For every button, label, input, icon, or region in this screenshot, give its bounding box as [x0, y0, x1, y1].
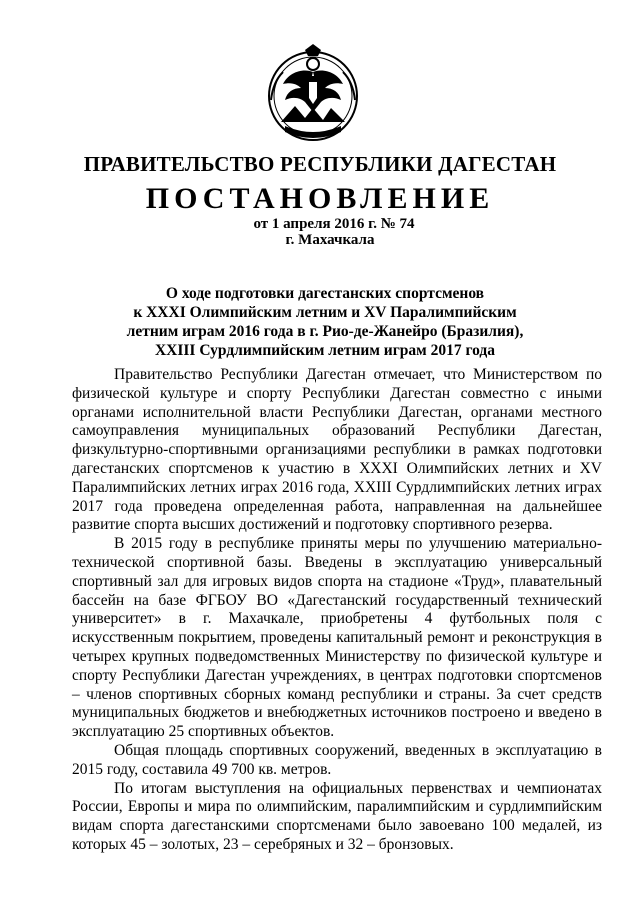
- document-type: ПОСТАНОВЛЕНИЕ: [145, 182, 495, 215]
- body-paragraph: Правительство Республики Дагестан отмечает, что Министерством по физической культуре и спорту Республики Дагестан совместно с иными органами исполнительной власти Республики Дагестан, органами местного самоуправления муниципальных образований Республики Дагестан, физкультурно-спортивными организациями республики в рамках подготовки дагестанских спортсменов к участию в XXXI Олимпийских летних и XV Паралимпийских летних играх 2016 года, XXIII Сурдлимпийских летних играх 2017 года проведена определенная работа, направленная на дальнейшее развитие спорта высших достижений и подготовку спортивного резерва.: [72, 366, 602, 534]
- title-line: к XXXI Олимпийским летним и XV Паралимпийским: [133, 304, 517, 321]
- body-paragraph: Общая площадь спортивных сооружений, введенных в эксплуатацию в 2015 году, составила 49 700 кв. метров.: [72, 741, 602, 778]
- coat-of-arms-icon: [263, 42, 363, 148]
- title-line: летним играм 2016 года в г. Рио-де-Жанейро (Бразилия),: [126, 323, 524, 340]
- title-line: О ходе подготовки дагестанских спортсменов: [165, 285, 485, 302]
- title-line: XXIII Сурдлимпийским летним играм 2017 года: [154, 342, 495, 359]
- document-date-number: от 1 апреля 2016 г. № 74: [253, 216, 415, 232]
- body-paragraph: По итогам выступления на официальных первенствах и чемпионатах России, Европы и мира по олимпийским, паралимпийским и сурдлимпийским видам спорта дагестанскими спортсменами было завоевано 100 медалей, из которых 45 – золотых, 23 – серебряных и 32 – бронзовых.: [72, 779, 602, 853]
- document-body: [72, 366, 602, 855]
- document-title: [120, 284, 530, 360]
- government-name: ПРАВИТЕЛЬСТВО РЕСПУБЛИКИ ДАГЕСТАН: [83, 152, 557, 176]
- document-city: г. Махачкала: [285, 232, 375, 248]
- body-paragraph: В 2015 году в республике приняты меры по улучшению материально-технической спортивной базы. Введены в эксплуатацию универсальный спортивный зал для игровых видов спорта на стадионе «Труд», плавательный бассейн на базе ФГБОУ ВО «Дагестанский государственный технический университет» в г. Махачкале, приобретены 4 футбольных поля с искусственным покрытием, проведены капитальный ремонт и реконструкция в четырех крупных подведомственных Министерству по физической культуре и спорту Республики Дагестан учреждениях, в центрах подготовки спортсменов – членов спортивных сборных команд республики и страны. За счет средств муниципальных бюджетов и внебюджетных источников построено и введено в эксплуатацию 25 спортивных объектов.: [72, 535, 602, 741]
